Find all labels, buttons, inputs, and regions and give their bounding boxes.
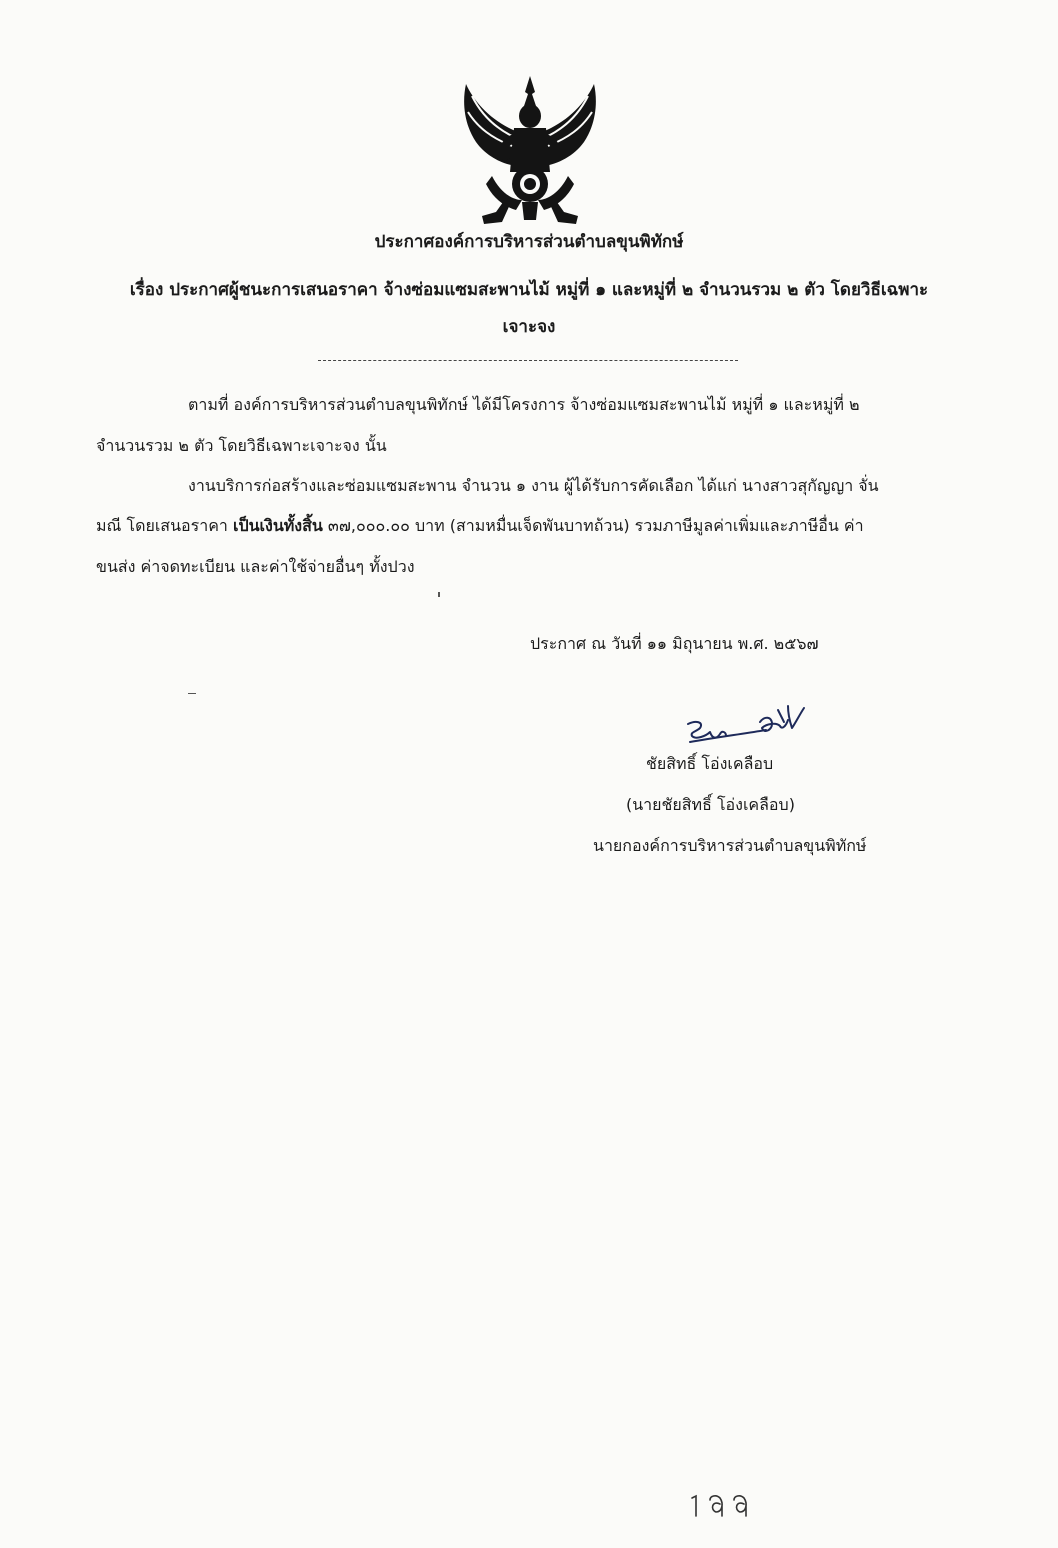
- paragraph-2-text-start: มณี โดยเสนอราคา: [96, 516, 233, 535]
- paragraph-2-line-3: ขนส่ง ค่าจดทะเบียน และค่าใช้จ่ายอื่นๆ ทั้งปวง: [96, 557, 415, 576]
- paragraph-1-line-1: ตามที่ องค์การบริหารส่วนตำบลขุนพิทักษ์ ได้มีโครงการ จ้างซ่อมแซมสะพานไม้ หมู่ที่ ๑ และหมู่ที่ ๒: [188, 395, 860, 414]
- paragraph-1-line-2: จำนวนรวม ๒ ตัว โดยวิธีเฉพาะเจาะจง นั้น: [96, 436, 387, 455]
- title-divider: [318, 360, 738, 361]
- signatory-full-name: (นายชัยสิทธิ์ โอ่งเคลือบ): [626, 795, 795, 814]
- stray-mark: [188, 693, 196, 694]
- announcement-title: ประกาศองค์การบริหารส่วนตำบลขุนพิทักษ์: [374, 232, 684, 252]
- signatory-name: ชัยสิทธิ์ โอ่งเคลือบ: [646, 754, 774, 773]
- signatory-position: นายกองค์การบริหารส่วนตำบลขุนพิทักษ์: [593, 836, 867, 855]
- announcement-subject: เรื่อง ประกาศผู้ชนะการเสนอราคา จ้างซ่อมแซมสะพานไม้ หมู่ที่ ๑ และหมู่ที่ ๒ จำนวนรวม ๒ ตัว โดยวิธีเฉพาะ: [129, 280, 929, 300]
- paragraph-2-line-2: [96, 514, 864, 539]
- announcement-subject-continued: เจาะจง: [502, 317, 556, 337]
- stray-mark: [438, 592, 440, 597]
- announcement-date: ประกาศ ณ วันที่ ๑๑ มิถุนายน พ.ศ. ๒๕๖๗: [530, 634, 819, 653]
- paragraph-2-line-1: งานบริการก่อสร้างและซ่อมแซมสะพาน จำนวน ๑ งาน ผู้ได้รับการคัดเลือก ได้แก่ นางสาวสุกัญญา จั่น: [188, 476, 879, 495]
- total-amount-label: เป็นเงินทั้งสิ้น: [232, 516, 323, 535]
- handwritten-page-number: [686, 1490, 766, 1520]
- signature-icon: [682, 700, 812, 756]
- garuda-emblem-icon: [452, 72, 608, 230]
- paragraph-2-text-end: ๓๗,๐๐๐.๐๐ บาท (สามหมื่นเจ็ดพันบาทถ้วน) รวมภาษีมูลค่าเพิ่มและภาษีอื่น ค่า: [322, 516, 864, 535]
